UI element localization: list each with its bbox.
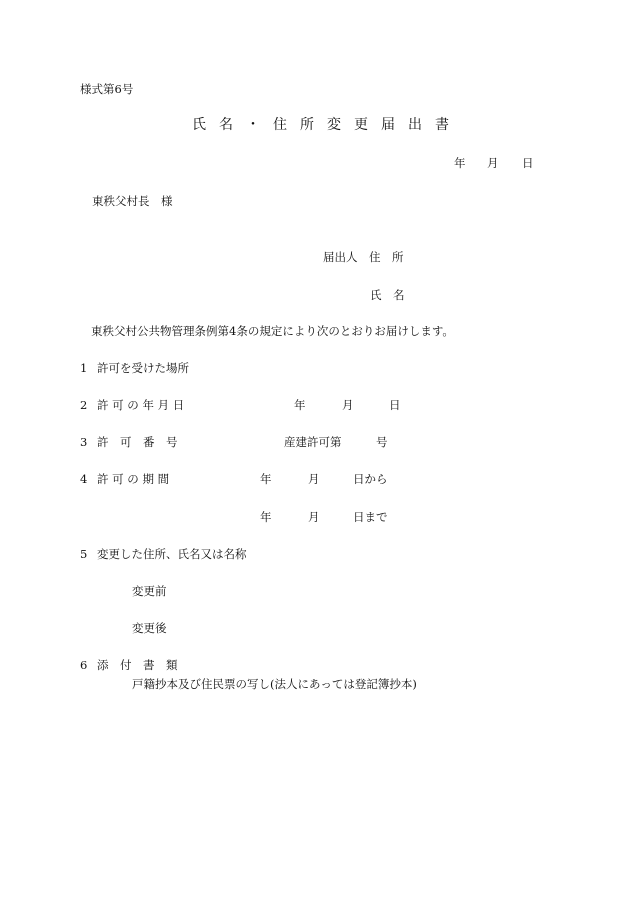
- item-4-to-month-label: 月: [308, 510, 320, 524]
- item-2-number: 2: [80, 398, 88, 412]
- document-title: 氏名・住所変更届出書: [192, 117, 462, 133]
- item-2-label: 許 可 の 年 月 日: [97, 398, 185, 412]
- item-4-number: 4: [80, 472, 88, 486]
- item-1-label: 許可を受けた場所: [97, 361, 189, 375]
- addressee: 東秩父村長 様: [92, 194, 173, 208]
- item-3-permit-prefix: 産建許可第: [284, 435, 342, 449]
- applicant-address-label: 届出人 住 所: [323, 250, 404, 264]
- item-3-label: 許 可 番 号: [97, 435, 178, 449]
- item-6-number: 6: [80, 658, 88, 672]
- date-day-label: 日: [522, 156, 534, 170]
- form-number: 様式第6号: [80, 82, 134, 96]
- item-6-label: 添 付 書 類: [97, 658, 178, 672]
- item-3-number: 3: [80, 435, 88, 449]
- item-4-from-year-label: 年: [260, 472, 272, 486]
- intro-text: 東秩父村公共物管理条例第4条の規定により次のとおりお届けします。: [91, 324, 454, 338]
- item-5-label: 変更した住所、氏名又は名称: [97, 547, 247, 561]
- item-4-from-month-label: 月: [308, 472, 320, 486]
- item-1-number: 1: [80, 361, 88, 375]
- item-2-year-label: 年: [294, 398, 306, 412]
- item-4-label: 許 可 の 期 間: [97, 472, 170, 486]
- item-5-before-label: 変更前: [132, 584, 167, 598]
- item-2-day-label: 日: [389, 398, 401, 412]
- item-5-after-label: 変更後: [132, 621, 167, 635]
- item-4-to-day-label: 日まで: [353, 510, 388, 524]
- date-month-label: 月: [487, 156, 499, 170]
- date-year-label: 年: [454, 156, 466, 170]
- item-3-permit-suffix: 号: [376, 435, 388, 449]
- applicant-name-label: 氏 名: [370, 288, 405, 302]
- item-2-month-label: 月: [342, 398, 354, 412]
- item-4-from-day-label: 日から: [353, 472, 388, 486]
- item-4-to-year-label: 年: [260, 510, 272, 524]
- item-6-detail: 戸籍抄本及び住民票の写し(法人にあっては登記簿抄本): [132, 677, 417, 691]
- item-5-number: 5: [80, 547, 88, 561]
